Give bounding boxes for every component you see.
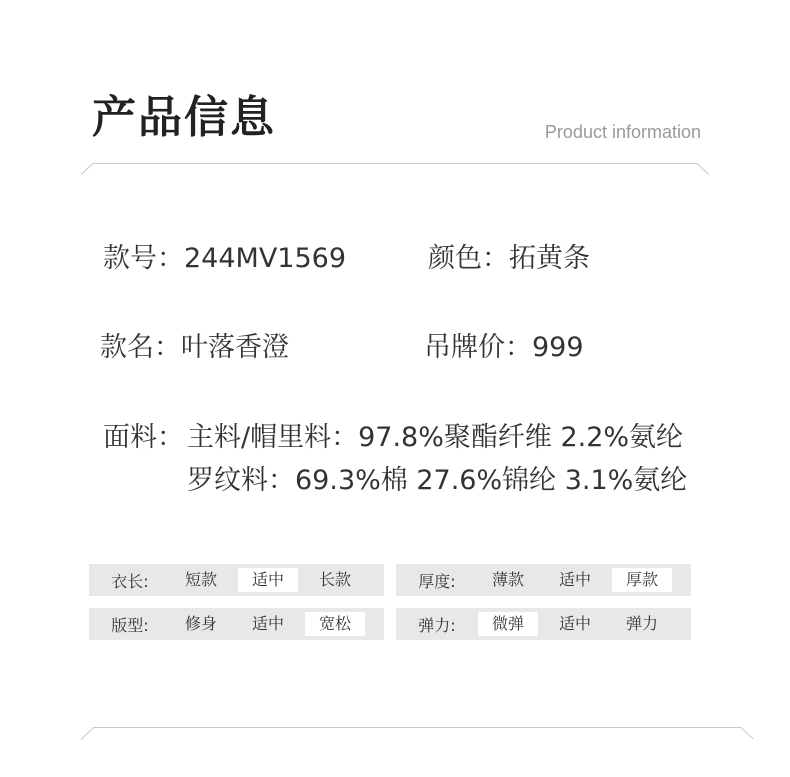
style-name-label: 款名： (100, 332, 181, 363)
bottom-divider (93, 727, 741, 728)
attr-option-selected: 适中 (238, 568, 298, 592)
color-value: 拓黄条 (509, 243, 590, 274)
style-name-value: 叶落香澄 (181, 332, 289, 363)
color-row (428, 239, 590, 279)
attr-option: 修身 (184, 614, 217, 633)
fabric-line-2: 罗纹料：69.3%棉 27.6%锦纶 3.1%氨纶 (187, 465, 688, 496)
price-label: 吊牌价： (424, 332, 532, 363)
attr-option: 适中 (558, 614, 591, 633)
page-title: 产品信息 (92, 92, 276, 143)
bottom-divider-left-slant (81, 728, 94, 740)
attr-option-selected: 微弹 (478, 612, 538, 636)
attr-option: 薄款 (491, 570, 524, 589)
style-no-value: 244MV1569 (184, 243, 347, 274)
attr-label: 弹力: (418, 615, 456, 635)
page-subtitle: Product information (544, 122, 701, 142)
attr-box-length (89, 564, 384, 596)
attr-option: 适中 (558, 570, 591, 589)
fabric-line-1: 主料/帽里料：97.8%聚酯纤维 2.2%氨纶 (187, 422, 684, 453)
top-divider-left-slant (81, 163, 93, 175)
attr-option-selected: 厚款 (612, 568, 672, 592)
top-divider (93, 163, 697, 164)
attr-box-thickness (396, 564, 691, 596)
attr-box-stretch (396, 608, 691, 640)
attr-box-fit (89, 608, 384, 640)
attr-option-selected: 宽松 (305, 612, 365, 636)
attr-option: 短款 (184, 570, 217, 589)
price-value: 999 (532, 332, 584, 363)
attr-label: 衣长: (111, 571, 149, 591)
attr-label: 厚度: (418, 571, 456, 591)
color-label: 颜色： (428, 243, 509, 274)
style-no-label: 款号： (103, 243, 184, 274)
top-divider-right-slant (697, 163, 709, 175)
attr-label: 版型: (111, 615, 149, 635)
style-name-row (100, 328, 289, 368)
attr-option: 长款 (318, 570, 351, 589)
style-no-row (103, 239, 346, 279)
price-row (424, 328, 584, 368)
bottom-divider-right-slant (741, 727, 754, 739)
attr-option: 适中 (251, 614, 284, 633)
fabric-label: 面料： (103, 422, 184, 453)
attr-option: 弹力 (625, 614, 658, 633)
